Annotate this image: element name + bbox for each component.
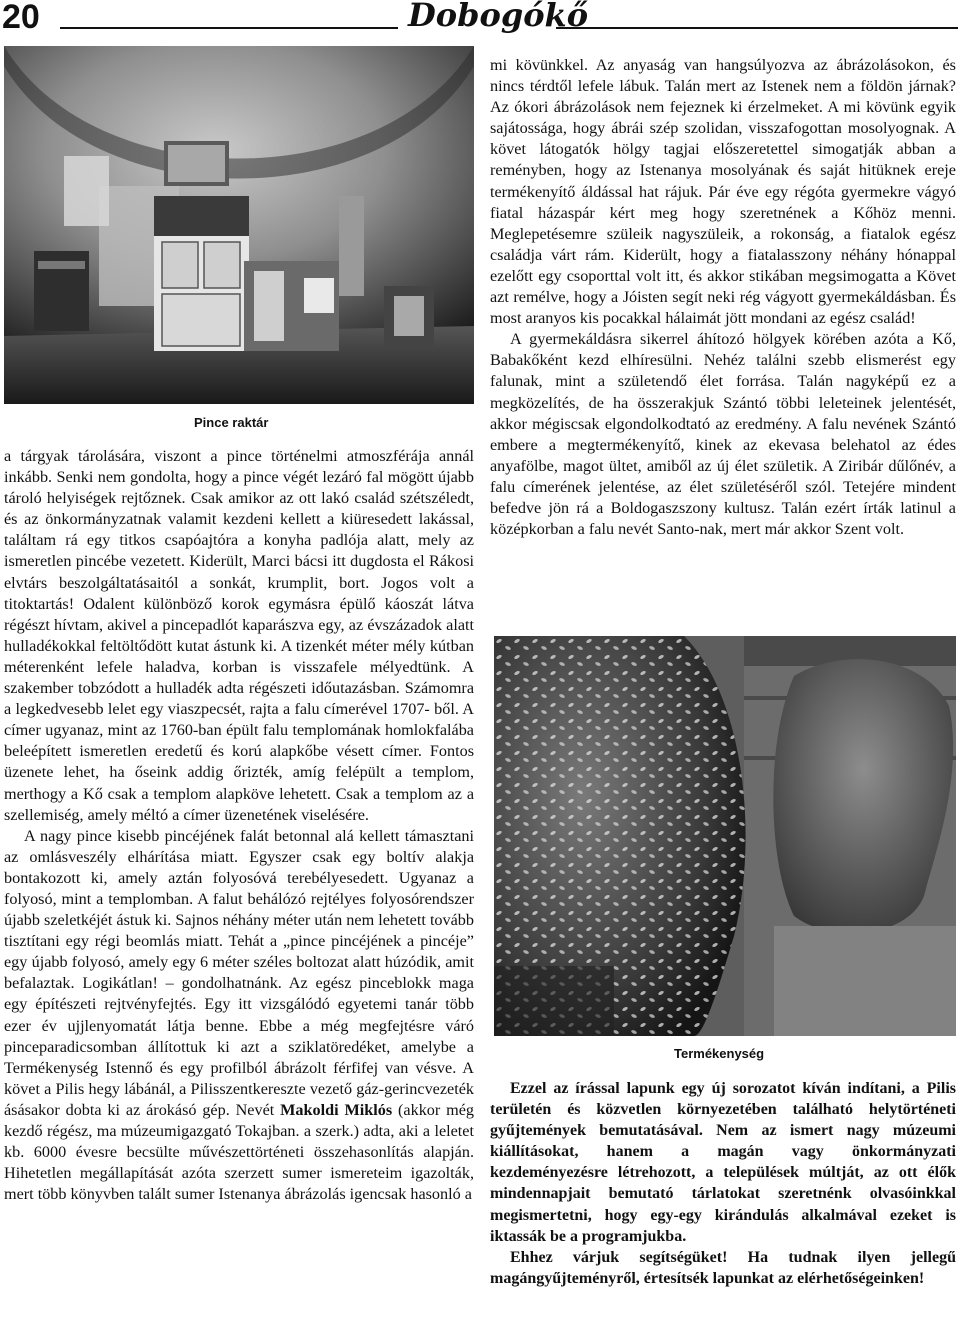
header-rule-right bbox=[556, 27, 958, 29]
photo-caption-fertility: Termékenység bbox=[674, 1046, 765, 1061]
cellar-photo bbox=[4, 46, 474, 404]
fertility-photo-image bbox=[494, 636, 956, 1036]
page-header bbox=[0, 0, 960, 36]
left-paragraph-2-end: (akkor még kezdő régész, ma múzeumigazgató Tokajban. a szerk.) adta, aki a leletet kb. 6000 évesre becsülte művészettörténeti összehasonlítás alapján. Hihetetlen megállapítását azóta szerzett sumer ismereteim igazolták, mert több könyvben talált sumer Istenanya ábrázolás igencsak hasonló a bbox=[4, 1100, 475, 1204]
series-intro bbox=[490, 1078, 956, 1289]
series-intro-paragraph-1: Ezzel az írással lapunk egy új sorozatot kíván indítani, a Pilis területén és közvetlen környezetében található helytörténeti gyűjtemények bemutatásával. Nem az ismert nagy múzeumi kiállításokat, hanem a magán vagy önkormányzati kezdeményezésre létrehozott, a települések múltját, az ott élők mindennapjait bemutató tárlatokat szeretnénk olvasóinkkal megismertetni, hogy egy-egy kirándulás alkalmával ezeket is iktassák be a programjukba. bbox=[490, 1080, 956, 1245]
left-paragraph-1: a tárgyak tárolására, viszont a pince történelmi atmoszférája annál inkább. Senki nem gondolta, hogy a pince végét lezáró fal mögött újabb tároló helyiségek rejtőznek. Csak amikor az ott lakó család szétszéledt, és az önkormányzatnak valamit kezdeni kellett a kiüresedett lakással, találtam rá egy titkos csapóajtóra a konyha padlója alatt, mely az ismeretlen pincébe vezetett. Kiderült, Marci bácsi itt dugdosta el Rákosi elvtárs beszolgáltatásaitól a sonkát, krumplit, bort. Jogos volt a titoktartás! Odalent különböző korok egymásra épülő káoszát látva régészt hívtam, akivel a pincepadlót kaparászva egy, az évszázadok alatt hulladékokkal feltöltődött kutat ástunk ki. A tizenkét méter mély kútban méterenként lefele haladva, korban is visszafele mélyedtünk. A szakember tobzódott a hulladék adta régészeti időutazásban. Számomra a legkedvesebb lelet egy viaszpecsét, rajta a falu címerével 1707- ből. A címer ugyanaz, mint az 1760-ban épült falu templomának homlokfalába beleépített ismeretlen eredetű és korú alapkőbe vésett címer. Fontos üzenete lehet, ha őseink addig őrizték, amíg felépült a templom, merthogy a Kő csak a templom alapköve lehetett. Csak a templom az a szellemiség, amely méltó a címer üzenetének viselésére. bbox=[4, 447, 474, 824]
left-paragraph-2-text: A nagy pince kisebb pincéjének falát betonnal alá kellett támasztani az omlásveszély elhárítása miatt. Egyszer csak egy boltív alakja bontakozott ki, amely aztán folyosóvá terebélyesedett. Ugyanaz a folyosó, mint a templomban. A falut behálózó rejtélyes folyosórendszer újabb szeletkéjét ástuk ki. Sajnos néhány méter után nem lehetett tovább tisztítani egy régi beomlás miatt. Tehát a „pince pincéjének a pincéje” egy újabb folyosó, amely egy 6 méter széles boltozat alatt húzódik, amit befalaztak. Logikátlan! – gondolhatnánk. Az egész pinceblokk maga egy építészeti rejtvényfejtés. Egy itt vizsgálódó egyetemi tanár több ezer év ujjlenyomatát látja benne. Ebbe a még megfejtésre váró pinceparadicsomban állítottuk ki azt a sziklatöredéket, amelybe a Termékenység Istennő és egy profilból ábrázolt férfifej van vésve. A követ a Pilis hegy lábánál, a Pilisszentkereszte vezető gáz-gerincvezeték ásásakor dobta ki az árokásó gép. Nevét bbox=[4, 826, 474, 1119]
right-column bbox=[490, 55, 956, 540]
left-column bbox=[4, 446, 474, 1205]
right-paragraph-2: A gyermekáldásra sikerrel áhítozó hölgyek körében azóta a Kő, Babakőként kezd elhíresülni. Nehéz találni szebb elismerést egy falunak, mint a születendő élet forrása. Talán nagyképű ez a megközelítés, de ha összerakjuk Szántó többi leleteinek jelentését, akkor mégiscsak elgondolkodtató az eredmény. A falu nevének Szántó embere a megtermékenyítő, kinek az ekevasa belehatol az édes anyafölbe, magot ültet, amiből az új élet születik. A Ziribár dűlőnév, a falu címerének jelentése, az élet születéséről szól. Tetejére mindent befedve jön rá a Boldogaszszony kultusz. Talán ezért írták latinul a középkorban a falu nevét Santo-nak, mert már akkor Szent volt. bbox=[490, 330, 956, 539]
archaeologist-name: Makoldi Miklós bbox=[280, 1100, 393, 1119]
series-intro-paragraph-2: Ehhez várjuk segítségüket! Ha tudnak ilyen jellegű magángyűjteményről, értesítsék lapunkat az elérhetőségeinken! bbox=[490, 1248, 956, 1287]
fertility-photo bbox=[494, 636, 956, 1036]
photo-caption-cellar: Pince raktár bbox=[194, 415, 269, 430]
right-paragraph-1: mi kövünkkel. Az anyaság van hangsúlyozva az ábrázolásokon, és nincs térdtől lefele lábuk. Talán mert az Istenek nem a földön járnak? Az ókori ábrázolások nem fejeznek ki érzelmeket. A mi kövünk egyik sajátossága, hogy ábrái szép szolidan, visszafogottan mosolyognak. A követ látogatók hölgy tagjai előszeretettel simogatják abban a reményben, hogy az Istenanya mosolyának és saját hitüknek ereje termékenyítő áldással hat rájuk. Pár éve egy régóta gyermekre vágyó fiatal házaspár kért meg hogy szeretnének a Kőhöz menni. Meglepetésemre szüleik nagyszüleik, a rokonság, a fiatalok egész családja várt rám. Kiderült, hogy a fiatalasszony néhány hónappal ezelőtt egy csoporttal volt itt, és akkor stikában megsimogatta a Követ azt remélve, hogy a Jóisten segít neki rég vágyott gyermekáldásban. És most aranyos kis pocakkal hálaimát jött mondani az egész család! bbox=[490, 56, 956, 328]
left-paragraph-2 bbox=[4, 826, 474, 1206]
header-rule-left bbox=[60, 27, 398, 29]
page-number: 20 bbox=[2, 0, 40, 36]
magazine-title: Dobogókő bbox=[408, 0, 589, 34]
cellar-photo-image bbox=[4, 46, 474, 404]
